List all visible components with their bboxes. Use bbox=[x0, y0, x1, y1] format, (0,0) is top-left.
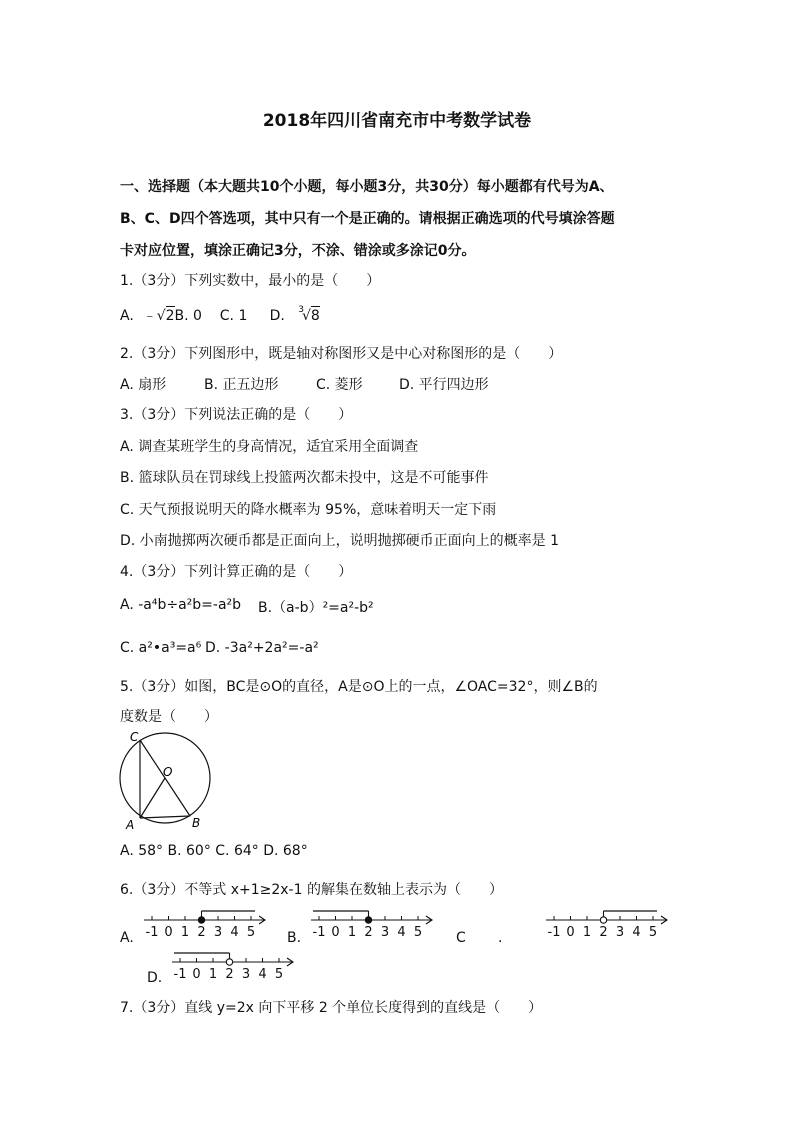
question-1-options bbox=[120, 305, 320, 325]
tick-label: -1 bbox=[173, 967, 187, 982]
q3-option-d: D. 小南抛掷两次硬币都是正面向上，说明抛掷硬币正面向上的概率是 1 bbox=[120, 533, 560, 549]
number-line-option-d bbox=[172, 948, 302, 984]
q6-option-d-label: D. bbox=[147, 970, 163, 986]
tick-label: 1 bbox=[180, 925, 190, 940]
segment-ao bbox=[140, 778, 165, 818]
question-1-stem: 1.（3分）下列实数中，最小的是（ ） bbox=[120, 273, 381, 289]
q2-option-d: D. 平行四边形 bbox=[399, 377, 489, 393]
tick-label: 5 bbox=[413, 925, 423, 940]
tick-label: 3 bbox=[615, 925, 625, 940]
question-5-stem-line1: 5.（3分）如图，BC是⊙O的直径，A是⊙O上的一点，∠OAC=32°，则∠B的 bbox=[120, 679, 598, 695]
q2-option-c: C. 菱形 bbox=[316, 377, 363, 393]
page-title: 2018年四川省南充市中考数学试卷 bbox=[262, 111, 532, 131]
question-7-stem: 7.（3分）直线 y=2x 向下平移 2 个单位长度得到的直线是（ ） bbox=[120, 1000, 543, 1016]
q6-option-a-label: A. bbox=[120, 930, 134, 946]
tick-label: 4 bbox=[230, 925, 239, 940]
tick-label: 1 bbox=[582, 925, 592, 940]
tick-label: 0 bbox=[566, 925, 575, 940]
q6-option-b-label: B. bbox=[287, 930, 302, 946]
tick-label: 4 bbox=[397, 925, 406, 940]
tick-label: 0 bbox=[331, 925, 340, 940]
number-line-option-a bbox=[144, 906, 274, 942]
q1-option-d-index: 3 bbox=[298, 305, 304, 315]
q6-option-c-dot: . bbox=[498, 930, 503, 946]
tick-label: 4 bbox=[258, 967, 267, 982]
section-instructions-line3: 卡对应位置，填涂正确记3分，不涂、错涂或多涂记0分。 bbox=[120, 243, 476, 259]
tick-label: 1 bbox=[208, 967, 218, 982]
q3-option-b: B. 篮球队员在罚球线上投篮两次都未投中，这是不可能事件 bbox=[120, 470, 489, 486]
segment-ab bbox=[140, 816, 190, 818]
tick-label: 3 bbox=[213, 925, 223, 940]
open-endpoint bbox=[600, 917, 606, 923]
q1-option-c: C. 1 bbox=[219, 308, 248, 324]
q4-option-b: B.（a-b）²=a²-b² bbox=[258, 600, 374, 616]
q4-option-a: A. -a⁴b÷a²b=-a²b bbox=[120, 597, 242, 613]
tick-label: 2 bbox=[599, 925, 608, 940]
tick-label: 2 bbox=[225, 967, 234, 982]
q1-option-d-label: D. bbox=[269, 308, 285, 324]
number-line-option-c bbox=[546, 906, 676, 942]
section-instructions-line1: 一、选择题（本大题共10个小题，每小题3分，共30分）每小题都有代号为A、 bbox=[120, 179, 614, 195]
question-5-stem-line2: 度数是（ ） bbox=[120, 709, 218, 725]
q1-option-d-radicand: 8 bbox=[310, 308, 320, 324]
cbrt-symbol: $^3$√8 bbox=[298, 305, 320, 324]
open-endpoint bbox=[226, 959, 232, 965]
tick-label: -1 bbox=[547, 925, 561, 940]
label-b: B bbox=[192, 816, 201, 830]
tick-label: 3 bbox=[380, 925, 390, 940]
q1-option-a-sign: ﹣ bbox=[142, 308, 157, 324]
tick-label: 5 bbox=[648, 925, 658, 940]
q2-option-a: A. 扇形 bbox=[120, 377, 167, 393]
q1-option-a-radicand: 2 bbox=[165, 308, 175, 324]
question-6-stem: 6.（3分）不等式 x+1≥2x-1 的解集在数轴上表示为（ ） bbox=[120, 882, 503, 898]
circle-figure bbox=[116, 728, 216, 832]
tick-label: 2 bbox=[364, 925, 373, 940]
closed-endpoint bbox=[365, 917, 371, 923]
q4-option-c: C. a²•a³=a⁶ bbox=[120, 640, 202, 656]
tick-label: 5 bbox=[246, 925, 256, 940]
tick-label: -1 bbox=[312, 925, 326, 940]
q1-option-a-label: A. bbox=[120, 308, 134, 324]
tick-label: 1 bbox=[347, 925, 357, 940]
q2-option-b: B. 正五边形 bbox=[204, 377, 279, 393]
q1-option-b: B. 0 bbox=[174, 308, 202, 324]
q6-option-c-label: C bbox=[456, 930, 466, 946]
question-3-stem: 3.（3分）下列说法正确的是（ ） bbox=[120, 407, 353, 423]
sqrt-symbol: √2 bbox=[156, 308, 175, 324]
label-c: C bbox=[130, 730, 139, 744]
tick-label: 0 bbox=[192, 967, 201, 982]
tick-label: 3 bbox=[241, 967, 251, 982]
closed-endpoint bbox=[198, 917, 204, 923]
q3-option-c: C. 天气预报说明天的降水概率为 95%，意味着明天一定下雨 bbox=[120, 502, 497, 518]
tick-label: 0 bbox=[164, 925, 173, 940]
tick-label: 2 bbox=[197, 925, 206, 940]
q3-option-a: A. 调查某班学生的身高情况，适宜采用全面调查 bbox=[120, 439, 419, 455]
number-line-option-b bbox=[311, 906, 441, 942]
tick-label: -1 bbox=[145, 925, 159, 940]
label-a: A bbox=[126, 818, 135, 832]
tick-label: 4 bbox=[632, 925, 641, 940]
q4-option-d: D. -3a²+2a²=-a² bbox=[205, 640, 319, 656]
section-instructions-line2: B、C、D四个答选项，其中只有一个是正确的。请根据正确选项的代号填涂答题 bbox=[120, 211, 615, 227]
q5-options: A. 58° B. 60° C. 64° D. 68° bbox=[120, 843, 308, 859]
question-2-stem: 2.（3分）下列图形中，既是轴对称图形又是中心对称图形的是（ ） bbox=[120, 346, 563, 362]
question-4-stem: 4.（3分）下列计算正确的是（ ） bbox=[120, 564, 353, 580]
tick-label: 5 bbox=[274, 967, 284, 982]
label-o: O bbox=[163, 765, 173, 779]
